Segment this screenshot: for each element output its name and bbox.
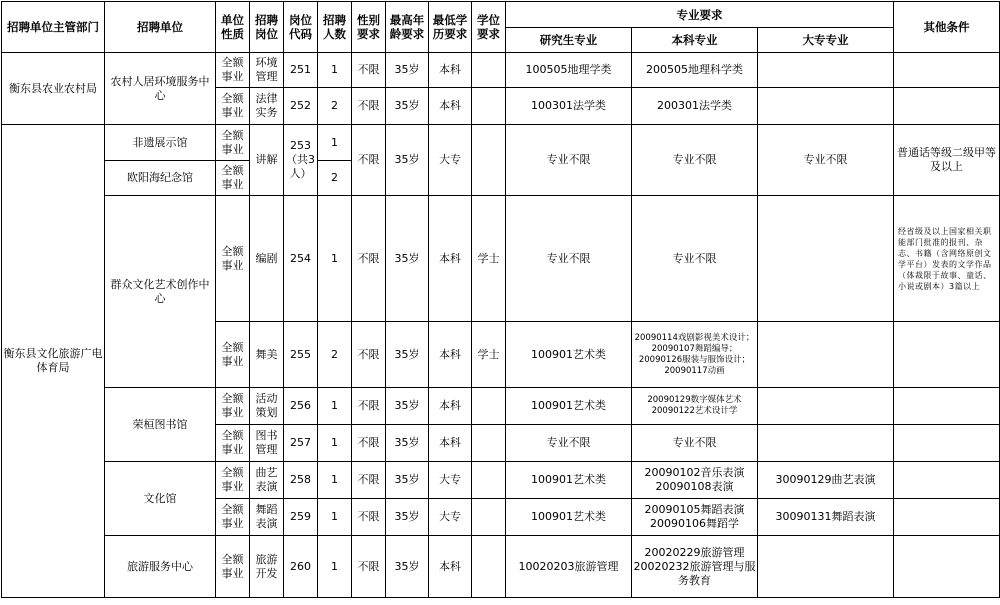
age-cell: 35岁 [386, 536, 429, 598]
degree-cell: 学士 [472, 322, 506, 388]
edu-cell: 大专 [429, 499, 472, 536]
gender-cell: 不限 [352, 53, 386, 88]
post-cell: 法律实务 [250, 88, 284, 125]
table-row [2, 53, 1000, 88]
count-cell: 1 [318, 425, 352, 462]
age-cell: 35岁 [386, 196, 429, 322]
age-cell: 35岁 [386, 125, 429, 196]
degree-cell [472, 125, 506, 196]
college-cell [758, 196, 894, 322]
college-cell [758, 53, 894, 88]
edu-cell: 本科 [429, 88, 472, 125]
header-degree: 学位要求 [472, 2, 506, 53]
degree-cell [472, 425, 506, 462]
age-cell: 35岁 [386, 462, 429, 499]
post-cell: 曲艺表演 [250, 462, 284, 499]
count-cell: 2 [318, 161, 352, 196]
other-cell: 普通话等级二级甲等及以上 [894, 125, 1000, 196]
table-row [2, 196, 1000, 322]
grad-cell: 100901艺术类 [506, 462, 632, 499]
college-cell [758, 322, 894, 388]
post-cell: 活动策划 [250, 388, 284, 425]
degree-cell [472, 88, 506, 125]
grad-cell: 专业不限 [506, 425, 632, 462]
college-cell [758, 425, 894, 462]
bach-cell: 20090114戏剧影视美术设计；20090107舞蹈编导；20090126服装与服饰设计；20090117动画 [632, 322, 758, 388]
unit-cell: 荣桓图书馆 [105, 388, 216, 462]
grad-cell: 100901艺术类 [506, 499, 632, 536]
nature-cell: 全额事业 [216, 388, 250, 425]
code-cell: 258 [284, 462, 318, 499]
edu-cell: 本科 [429, 425, 472, 462]
header-edu: 最低学历要求 [429, 2, 472, 53]
college-cell [758, 536, 894, 598]
header-bach: 本科专业 [632, 28, 758, 53]
edu-cell: 本科 [429, 322, 472, 388]
code-cell: 256 [284, 388, 318, 425]
gender-cell: 不限 [352, 388, 386, 425]
header-grad: 研究生专业 [506, 28, 632, 53]
count-cell: 2 [318, 322, 352, 388]
header-dept: 招聘单位主管部门 [2, 2, 105, 53]
grad-cell: 10020203旅游管理 [506, 536, 632, 598]
bach-cell: 200301法学类 [632, 88, 758, 125]
edu-cell: 本科 [429, 53, 472, 88]
edu-cell: 大专 [429, 462, 472, 499]
unit-cell: 欧阳海纪念馆 [105, 161, 216, 196]
unit-cell: 群众文化艺术创作中心 [105, 196, 216, 388]
table-row [2, 462, 1000, 499]
nature-cell: 全额事业 [216, 125, 250, 161]
dept-cell: 衡东县文化旅游广电体育局 [2, 125, 105, 598]
bach-cell: 20090105舞蹈表演 20090106舞蹈学 [632, 499, 758, 536]
age-cell: 35岁 [386, 499, 429, 536]
post-cell: 编剧 [250, 196, 284, 322]
degree-cell [472, 53, 506, 88]
age-cell: 35岁 [386, 388, 429, 425]
grad-cell: 100901艺术类 [506, 322, 632, 388]
code-cell: 255 [284, 322, 318, 388]
nature-cell: 全额事业 [216, 462, 250, 499]
unit-cell: 农村人居环境服务中心 [105, 53, 216, 125]
post-cell: 图书管理 [250, 425, 284, 462]
code-cell: 257 [284, 425, 318, 462]
dept-cell: 衡东县农业农村局 [2, 53, 105, 125]
count-cell: 1 [318, 499, 352, 536]
other-cell [894, 388, 1000, 425]
nature-cell: 全额事业 [216, 322, 250, 388]
bach-cell: 专业不限 [632, 125, 758, 196]
bach-cell: 20020229旅游管理 20020232旅游管理与服务教育 [632, 536, 758, 598]
edu-cell: 本科 [429, 536, 472, 598]
post-cell: 舞蹈表演 [250, 499, 284, 536]
other-cell [894, 462, 1000, 499]
edu-cell: 本科 [429, 196, 472, 322]
count-cell: 1 [318, 388, 352, 425]
code-cell: 254 [284, 196, 318, 322]
header-count: 招聘人数 [318, 2, 352, 53]
unit-cell: 非遗展示馆 [105, 125, 216, 161]
college-cell [758, 88, 894, 125]
count-cell: 1 [318, 125, 352, 161]
nature-cell: 全额事业 [216, 425, 250, 462]
table-row [2, 388, 1000, 425]
table-row [2, 125, 1000, 161]
degree-cell: 学士 [472, 196, 506, 322]
gender-cell: 不限 [352, 425, 386, 462]
nature-cell: 全额事业 [216, 196, 250, 322]
gender-cell: 不限 [352, 499, 386, 536]
gender-cell: 不限 [352, 88, 386, 125]
bach-cell: 专业不限 [632, 425, 758, 462]
nature-cell: 全额事业 [216, 53, 250, 88]
header-row-1 [2, 2, 1000, 28]
other-cell [894, 425, 1000, 462]
code-cell: 252 [284, 88, 318, 125]
gender-cell: 不限 [352, 196, 386, 322]
count-cell: 2 [318, 88, 352, 125]
bach-cell: 20090102音乐表演 20090108表演 [632, 462, 758, 499]
other-cell [894, 322, 1000, 388]
nature-cell: 全额事业 [216, 536, 250, 598]
header-code: 岗位代码 [284, 2, 318, 53]
bach-cell: 专业不限 [632, 196, 758, 322]
gender-cell: 不限 [352, 536, 386, 598]
recruitment-table [1, 1, 1000, 598]
header-age: 最高年龄要求 [386, 2, 429, 53]
code-cell: 259 [284, 499, 318, 536]
header-college: 大专专业 [758, 28, 894, 53]
count-cell: 1 [318, 53, 352, 88]
unit-cell: 旅游服务中心 [105, 536, 216, 598]
college-cell: 30090131舞蹈表演 [758, 499, 894, 536]
count-cell: 1 [318, 462, 352, 499]
bach-cell: 20090129数字媒体艺术 20090122艺术设计学 [632, 388, 758, 425]
degree-cell [472, 462, 506, 499]
nature-cell: 全额事业 [216, 161, 250, 196]
other-cell [894, 536, 1000, 598]
header-unit: 招聘单位 [105, 2, 216, 53]
degree-cell [472, 388, 506, 425]
grad-cell: 专业不限 [506, 125, 632, 196]
nature-cell: 全额事业 [216, 88, 250, 125]
age-cell: 35岁 [386, 88, 429, 125]
edu-cell: 本科 [429, 388, 472, 425]
degree-cell [472, 499, 506, 536]
table-row [2, 536, 1000, 598]
code-cell: 251 [284, 53, 318, 88]
college-cell: 30090129曲艺表演 [758, 462, 894, 499]
header-other: 其他条件 [894, 2, 1000, 53]
count-cell: 1 [318, 196, 352, 322]
other-cell [894, 88, 1000, 125]
grad-cell: 100505地理学类 [506, 53, 632, 88]
gender-cell: 不限 [352, 125, 386, 196]
code-cell: 253（共3人） [284, 125, 318, 196]
header-nature: 单位性质 [216, 2, 250, 53]
college-cell: 专业不限 [758, 125, 894, 196]
nature-cell: 全额事业 [216, 499, 250, 536]
post-cell: 讲解 [250, 125, 284, 196]
post-cell: 旅游开发 [250, 536, 284, 598]
header-post: 招聘岗位 [250, 2, 284, 53]
age-cell: 35岁 [386, 425, 429, 462]
header-major: 专业要求 [506, 2, 894, 28]
code-cell: 260 [284, 536, 318, 598]
other-cell [894, 53, 1000, 88]
college-cell [758, 388, 894, 425]
gender-cell: 不限 [352, 322, 386, 388]
age-cell: 35岁 [386, 322, 429, 388]
header-gender: 性别要求 [352, 2, 386, 53]
unit-cell: 文化馆 [105, 462, 216, 536]
grad-cell: 专业不限 [506, 196, 632, 322]
other-cell [894, 499, 1000, 536]
degree-cell [472, 536, 506, 598]
age-cell: 35岁 [386, 53, 429, 88]
post-cell: 舞美 [250, 322, 284, 388]
other-cell: 经省级及以上国家相关职能部门批准的报刊、杂志、书籍（含网络原创文学平台）发表的文学作品（体裁限于故事、童话、小说或剧本）3篇以上 [894, 196, 1000, 322]
gender-cell: 不限 [352, 462, 386, 499]
count-cell: 1 [318, 536, 352, 598]
post-cell: 环境管理 [250, 53, 284, 88]
bach-cell: 200505地理科学类 [632, 53, 758, 88]
grad-cell: 100901艺术类 [506, 388, 632, 425]
edu-cell: 大专 [429, 125, 472, 196]
grad-cell: 100301法学类 [506, 88, 632, 125]
